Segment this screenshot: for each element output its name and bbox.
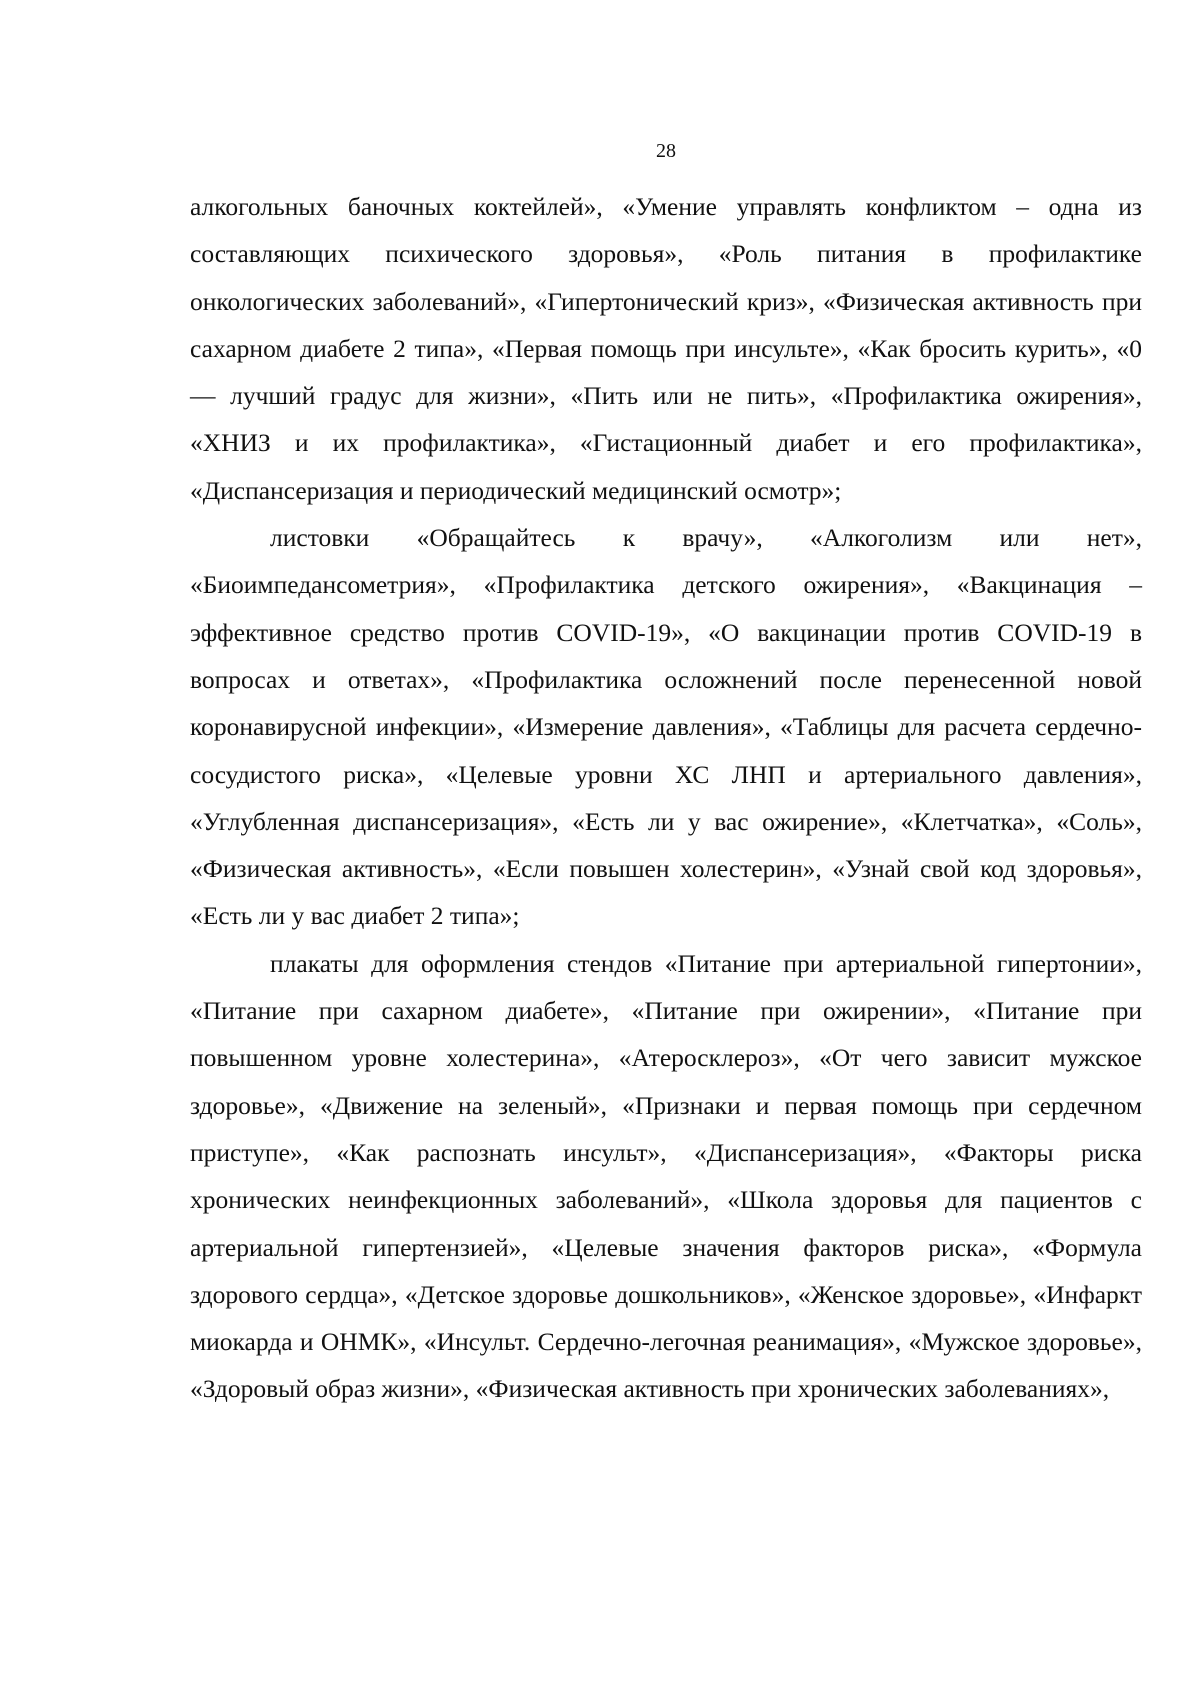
paragraph-posters: плакаты для оформления стендов «Питание при артериальной гипертонии», «Питание при сахарном диабете», «Питание при ожирении», «Питание при повышенном уровне холестерина», «Атеросклероз», «От чего зависит мужское здоровье», «Движение на зеленый», «Признаки и первая помощь при сердечном приступе», «Как распознать инсульт», «Диспансеризация», «Факторы риска хронических неинфекционных заболеваний», «Школа здоровья для пациентов с артериальной гипертензией», «Целевые значения факторов риска», «Формула здорового сердца», «Детское здоровье дошкольников», «Женское здоровье», «Инфаркт миокарда и ОНМК», «Инсульт. Сердечно-легочная реанимация», «Мужское здоровье», «Здоровый образ жизни», «Физическая активность при хронических заболеваниях»,: [190, 948, 1142, 1404]
paragraph-leaflets: листовки «Обращайтесь к врачу», «Алкоголизм или нет», «Биоимпедансометрия», «Профилактика детского ожирения», «Вакцинация – эффективное средство против COVID-19», «О вакцинации против COVID-19 в вопросах и ответах», «Профилактика осложнений после перенесенной новой коронавирусной инфекции», «Измерение давления», «Таблицы для расчета сердечно-сосудистого риска», «Целевые уровни ХС ЛНП и артериального давления», «Углубленная диспансеризация», «Есть ли у вас ожирение», «Клетчатка», «Соль», «Физическая активность», «Если повышен холестерин», «Узнай свой код здоровья», «Есть ли у вас диабет 2 типа»;: [190, 523, 1142, 931]
page-number: 28: [656, 140, 676, 162]
document-body: [190, 183, 1142, 1413]
paragraph-continuation: алкогольных баночных коктейлей», «Умение управлять конфликтом – одна из составляющих психического здоровья», «Роль питания в профилактике онкологических заболеваний», «Гипертонический криз», «Физическая активность при сахарном диабете 2 типа», «Первая помощь при инсульте», «Как бросить курить», «0 — лучший градус для жизни», «Пить или не пить», «Профилактика ожирения», «ХНИЗ и их профилактика», «Гистационный диабет и его профилактика», «Диспансеризация и периодический медицинский осмотр»;: [190, 192, 1142, 505]
